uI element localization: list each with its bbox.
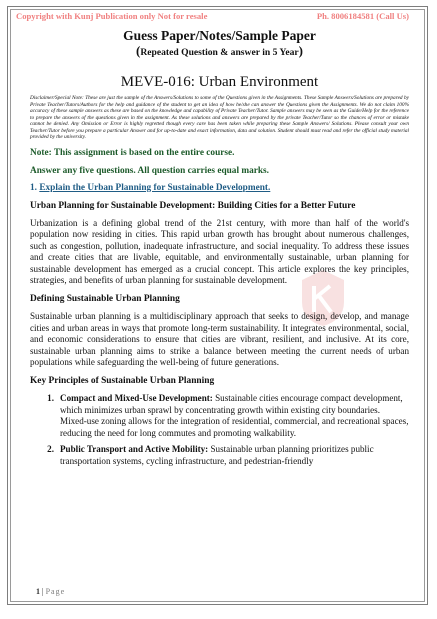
list-number: 1. [47, 393, 54, 404]
list-item-term: Public Transport and Active Mobility: [60, 444, 209, 455]
list-item [30, 393, 409, 439]
course-title: MEVE-016: Urban Environment [120, 74, 319, 90]
list-number: 2. [47, 444, 54, 455]
section-heading: Urban Planning for Sustainable Development: Building Cities for a Better Future [30, 200, 356, 211]
list-item-text: Sustainable cities encourage compact development, which minimizes urban sprawl by concentrating growth within existing city boundaries. Mixed-use zoning allows for the integration of residential, commercial, and recreational spaces, reducing the need for long commutes and promoting walkability. [60, 393, 409, 438]
question-text: Explain the Urban Planning for Sustainable Development. [39, 182, 271, 193]
page-content [16, 10, 409, 473]
list-item-text: Sustainable urban planning prioritizes public transportation systems, cycling infrastructure, and pedestrian-friendly [60, 444, 374, 466]
disclaimer: Disclaimer/Special Note: These are just the sample of the Answers/Solutions to some of the Questions given in the Assignments. These Sample Answers/Solutions are prepared by Private Teacher/Tutors/Authors for the help and guidance of the student to get an idea of how he/she can answer the Questions given the Assignments. We do not claim 100% accuracy of these sample answers as these are based on the knowledge and capability of Private Teacher/Tutor. Sample answers may be seen as the Guide/Help for the reference to prepare the answers of the questions given in the assignment. As these solutions and answers are prepared by the private Teacher/Tutor so the chances of error or mistake cannot be denied. Any Omission or Error is highly regretted though every care has been taken while preparing these Sample Answers/ Solutions. Please consult your own Teacher/Tutor before you prepare a particular Answer and for up-to-date and exact information, data and solution. Student should must read and refer the official study material provided by the university. [30, 95, 409, 140]
subtitle-open-paren: ( [136, 43, 141, 58]
paragraph: Urbanization is a defining global trend of the 21st century, with more than half of the world's population now residing in cities. This rapid urban growth has brought about numerous challenges, such as congestion, pollution, inadequate infrastructure, and social inequality. To address these issues and create cities that are livable, equitable, and environmentally sustainable, urban planning for sustainable development has emerged as a crucial concept. This article explores the key principles, strategies, and benefits of urban planning for sustainable development. [30, 217, 409, 286]
page-word: Page [45, 587, 66, 596]
page-footer [36, 587, 65, 596]
list-item [30, 444, 409, 467]
subtitle-text: Repeated Question & answer in 5 Year [140, 47, 299, 58]
question-number: 1. [30, 182, 37, 193]
contact-phone: Ph. 8006184581 (Call Us) [316, 11, 409, 21]
section-heading: Defining Sustainable Urban Planning [30, 294, 180, 305]
paragraph: Sustainable urban planning is a multidisciplinary approach that seeks to design, develop, and manage cities and urban areas in ways that promote long-term sustainability. It integrates environmental, social, and economic considerations to ensure that cities are vibrant, resilient, and inclusive. At its core, sustainable urban planning aims to strike a balance between meeting the current needs of urban populations while safeguarding the well-being of future generations. [30, 311, 409, 368]
section-heading: Key Principles of Sustainable Urban Planning [30, 376, 215, 387]
list-item-body [60, 393, 409, 439]
subtitle-close-paren: ) [298, 43, 303, 58]
document-subtitle [30, 44, 409, 59]
assignment-instructions: Answer any five questions. All question carries equal marks. [30, 165, 269, 176]
copyright-notice: Copyright with Kunj Publication only Not for resale [16, 11, 208, 21]
page-number: 1 [36, 587, 40, 596]
copyright-banner [16, 10, 409, 21]
footer-separator: | [40, 587, 46, 596]
assignment-note: Note: This assignment is based on the entire course. [30, 147, 235, 158]
list-item-term: Compact and Mixed-Use Development: [60, 393, 213, 404]
list-item-body [60, 444, 409, 467]
principles-list [30, 393, 409, 468]
question-heading [30, 182, 409, 194]
document-title: Guess Paper/Notes/Sample Paper [123, 28, 316, 43]
